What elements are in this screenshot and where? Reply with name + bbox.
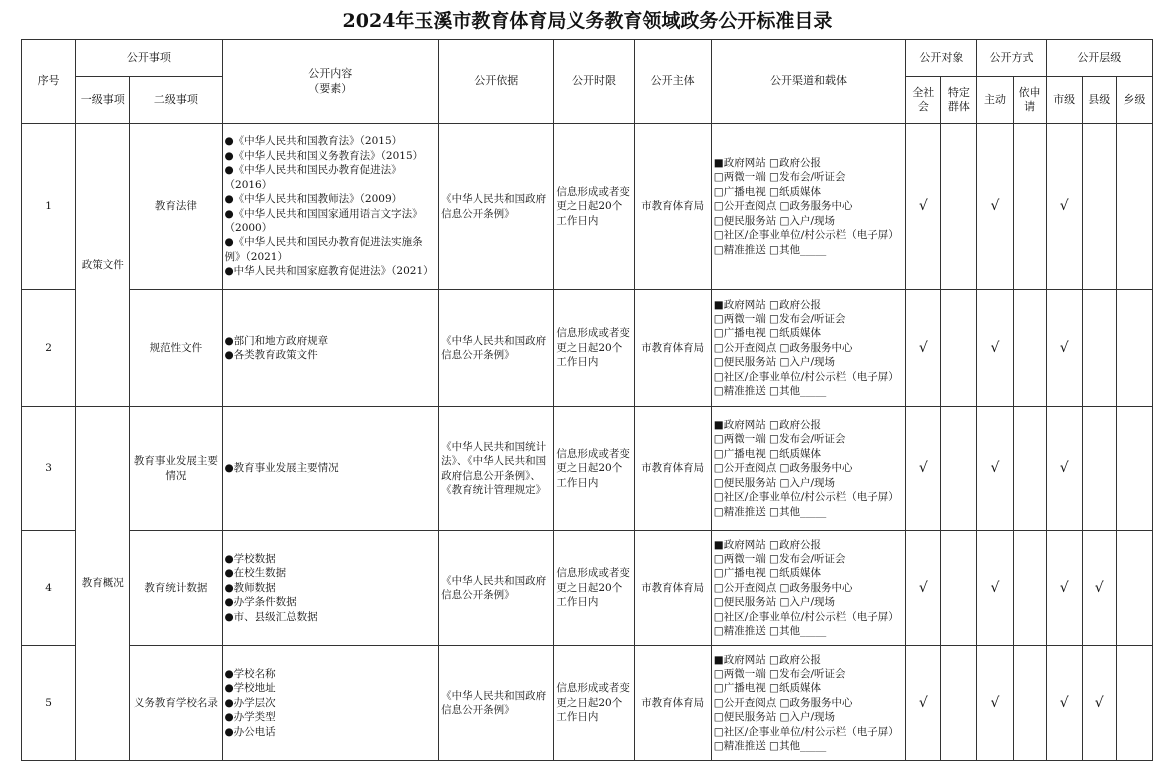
header-matter: 公开事项 — [76, 40, 222, 77]
row-seq: 3 — [22, 407, 76, 531]
mark-specific — [941, 290, 977, 407]
header-content-sub: （要素） — [308, 81, 353, 95]
content-item: ●教育事业发展主要情况 — [224, 462, 339, 475]
mark-all: √ — [906, 646, 941, 761]
time-cell: 信息形成或者变更之日起20个工作日内 — [554, 646, 634, 761]
table-row — [22, 124, 1153, 290]
mark-active: √ — [977, 407, 1013, 531]
channel-option: □公开查阅点 □政务服务中心 — [713, 200, 853, 213]
row-seq: 4 — [22, 531, 76, 646]
mark-city: √ — [1046, 531, 1082, 646]
mark-request — [1013, 407, 1046, 531]
channel-option: □社区/企事业单位/村公示栏（电子屏） — [713, 491, 899, 504]
mark-county — [1082, 124, 1116, 290]
content-item: ●《中华人民共和国义务教育法》（2015） — [224, 149, 424, 162]
content-item: ●学校数据 — [224, 552, 276, 565]
header-target-all: 全社会 — [906, 77, 941, 124]
header-content-label: 公开内容 — [308, 67, 353, 81]
channel-option: ■政府网站 □政府公报 — [713, 157, 821, 170]
content-item: ●市、县级汇总数据 — [224, 610, 318, 623]
level2-cell: 义务教育学校名录 — [130, 646, 222, 761]
content-item: ●《中华人民共和国民办教育促进法》（2016） — [224, 164, 402, 191]
channel-option: ■政府网站 □政府公报 — [713, 653, 821, 666]
header-level-city: 市级 — [1046, 77, 1082, 124]
table-row — [22, 646, 1153, 761]
mark-county: √ — [1082, 646, 1116, 761]
level2-cell: 教育统计数据 — [130, 531, 222, 646]
mark-county: √ — [1082, 531, 1116, 646]
channel-option: □精准推送 □其他_____ — [713, 505, 827, 518]
mark-request — [1013, 646, 1046, 761]
mark-city: √ — [1046, 124, 1082, 290]
time-cell: 信息形成或者变更之日起20个工作日内 — [554, 290, 634, 407]
content-item: ●学校名称 — [224, 667, 276, 680]
time-cell: 信息形成或者变更之日起20个工作日内 — [554, 407, 634, 531]
header-level2: 二级事项 — [130, 77, 222, 124]
mark-city: √ — [1046, 407, 1082, 531]
mark-all: √ — [906, 407, 941, 531]
mark-specific — [941, 407, 977, 531]
mark-specific — [941, 531, 977, 646]
channel-option: □两微一端 □发布会/听证会 — [713, 667, 846, 680]
header-basis: 公开依据 — [439, 40, 554, 124]
catalog-table — [21, 39, 1153, 761]
content-item: ●教师数据 — [224, 581, 276, 594]
level1-cell: 教育概况 — [76, 407, 130, 761]
channel-option: □两微一端 □发布会/听证会 — [713, 433, 846, 446]
basis-cell: 《中华人民共和国政府信息公开条例》 — [439, 646, 554, 761]
channel-cell — [711, 531, 906, 646]
mark-town — [1116, 531, 1152, 646]
basis-cell: 《中华人民共和国政府信息公开条例》 — [439, 124, 554, 290]
table-row — [22, 407, 1153, 531]
content-cell — [222, 531, 439, 646]
mark-specific — [941, 124, 977, 290]
content-item: ●办学层次 — [224, 696, 276, 709]
header-mode-request: 依申请 — [1013, 77, 1046, 124]
row-seq: 2 — [22, 290, 76, 407]
content-cell — [222, 646, 439, 761]
level2-cell: 规范性文件 — [130, 290, 222, 407]
header-mode-active: 主动 — [977, 77, 1013, 124]
mark-county — [1082, 407, 1116, 531]
content-item: ●学校地址 — [224, 682, 276, 695]
channel-option: □两微一端 □发布会/听证会 — [713, 171, 846, 184]
subject-cell: 市教育体育局 — [634, 124, 711, 290]
channel-cell — [711, 124, 906, 290]
channel-option: □广播电视 □纸质媒体 — [713, 447, 821, 460]
content-item: ●各类教育政策文件 — [224, 349, 318, 361]
content-item: ●在校生数据 — [224, 567, 287, 580]
header-mode: 公开方式 — [977, 40, 1046, 77]
mark-active: √ — [977, 290, 1013, 407]
channel-option: □两微一端 □发布会/听证会 — [713, 312, 846, 325]
mark-town — [1116, 124, 1152, 290]
mark-active: √ — [977, 646, 1013, 761]
content-cell — [222, 124, 439, 290]
mark-request — [1013, 531, 1046, 646]
channel-option: □便民服务站 □入户/现场 — [713, 356, 835, 369]
content-item: ●办公电话 — [224, 725, 276, 738]
content-cell — [222, 407, 439, 531]
channel-cell — [711, 646, 906, 761]
channel-cell — [711, 290, 906, 407]
channel-option: □社区/企事业单位/村公示栏（电子屏） — [713, 229, 899, 242]
channel-option: □便民服务站 □入户/现场 — [713, 476, 835, 489]
basis-cell: 《中华人民共和国统计法》、《中华人民共和国政府信息公开条例》、《教育统计管理规定》 — [439, 407, 554, 531]
channel-option: □广播电视 □纸质媒体 — [713, 682, 821, 695]
mark-active: √ — [977, 124, 1013, 290]
header-target: 公开对象 — [906, 40, 977, 77]
channel-option: □社区/企事业单位/村公示栏（电子屏） — [713, 370, 899, 383]
header-level: 公开层级 — [1046, 40, 1152, 77]
basis-cell: 《中华人民共和国政府信息公开条例》 — [439, 290, 554, 407]
channel-option: □公开查阅点 □政务服务中心 — [713, 462, 853, 475]
channel-option: □广播电视 □纸质媒体 — [713, 327, 821, 340]
mark-all: √ — [906, 290, 941, 407]
subject-cell: 市教育体育局 — [634, 646, 711, 761]
subject-cell: 市教育体育局 — [634, 290, 711, 407]
header-target-specific: 特定群体 — [941, 77, 977, 124]
channel-option: ■政府网站 □政府公报 — [713, 419, 821, 432]
row-seq: 5 — [22, 646, 76, 761]
mark-city: √ — [1046, 290, 1082, 407]
content-item: ●办学类型 — [224, 711, 276, 724]
content-item: ●《中华人民共和国民办教育促进法实施条例》（2021） — [224, 236, 423, 263]
content-item: ●《中华人民共和国教育法》（2015） — [224, 135, 403, 148]
row-seq: 1 — [22, 124, 76, 290]
channel-option: □两微一端 □发布会/听证会 — [713, 552, 846, 565]
channel-option: □公开查阅点 □政务服务中心 — [713, 341, 853, 354]
channel-option: □广播电视 □纸质媒体 — [713, 185, 821, 198]
channel-option: □广播电视 □纸质媒体 — [713, 567, 821, 580]
basis-cell: 《中华人民共和国政府信息公开条例》 — [439, 531, 554, 646]
mark-request — [1013, 290, 1046, 407]
mark-city: √ — [1046, 646, 1082, 761]
channel-cell — [711, 407, 906, 531]
subject-cell: 市教育体育局 — [634, 531, 711, 646]
channel-option: □精准推送 □其他_____ — [713, 243, 827, 256]
mark-town — [1116, 407, 1152, 531]
level2-cell: 教育事业发展主要情况 — [130, 407, 222, 531]
channel-option: □社区/企事业单位/村公示栏（电子屏） — [713, 725, 899, 738]
header-level-county: 县级 — [1082, 77, 1116, 124]
page-title: 2024年玉溪市教育体育局义务教育领域政务公开标准目录 — [342, 10, 833, 32]
mark-all: √ — [906, 124, 941, 290]
table-row — [22, 531, 1153, 646]
channel-option: □精准推送 □其他_____ — [713, 385, 827, 398]
channel-option: □精准推送 □其他_____ — [713, 625, 827, 638]
header-content — [222, 40, 439, 124]
channel-option: □精准推送 □其他_____ — [713, 740, 827, 753]
mark-request — [1013, 124, 1046, 290]
time-cell: 信息形成或者变更之日起20个工作日内 — [554, 531, 634, 646]
level1-cell: 政策文件 — [76, 124, 130, 407]
mark-town — [1116, 646, 1152, 761]
channel-option: □社区/企事业单位/村公示栏（电子屏） — [713, 610, 899, 623]
content-item: ●部门和地方政府规章 — [224, 334, 329, 347]
header-seq: 序号 — [22, 40, 76, 124]
channel-option: □便民服务站 □入户/现场 — [713, 596, 835, 609]
level2-cell: 教育法律 — [130, 124, 222, 290]
channel-option: □便民服务站 □入户/现场 — [713, 711, 835, 724]
content-item: ●《中华人民共和国国家通用语言文字法》（2000） — [224, 207, 423, 234]
table-row — [22, 290, 1153, 407]
mark-county — [1082, 290, 1116, 407]
header-time: 公开时限 — [554, 40, 634, 124]
header-level1: 一级事项 — [76, 77, 130, 124]
time-cell: 信息形成或者变更之日起20个工作日内 — [554, 124, 634, 290]
channel-option: ■政府网站 □政府公报 — [713, 298, 821, 311]
content-item: ●《中华人民共和国教师法》（2009） — [224, 193, 403, 206]
mark-active: √ — [977, 531, 1013, 646]
content-item: ●中华人民共和国家庭教育促进法》（2021） — [224, 265, 434, 278]
header-level-town: 乡级 — [1116, 77, 1152, 124]
content-cell — [222, 290, 439, 407]
channel-option: □公开查阅点 □政务服务中心 — [713, 696, 853, 709]
mark-specific — [941, 646, 977, 761]
mark-town — [1116, 290, 1152, 407]
channel-option: □便民服务站 □入户/现场 — [713, 214, 835, 227]
header-channel: 公开渠道和载体 — [711, 40, 906, 124]
header-subject: 公开主体 — [634, 40, 711, 124]
channel-option: □公开查阅点 □政务服务中心 — [713, 581, 853, 594]
content-item: ●办学条件数据 — [224, 596, 297, 609]
subject-cell: 市教育体育局 — [634, 407, 711, 531]
channel-option: ■政府网站 □政府公报 — [713, 538, 821, 551]
mark-all: √ — [906, 531, 941, 646]
